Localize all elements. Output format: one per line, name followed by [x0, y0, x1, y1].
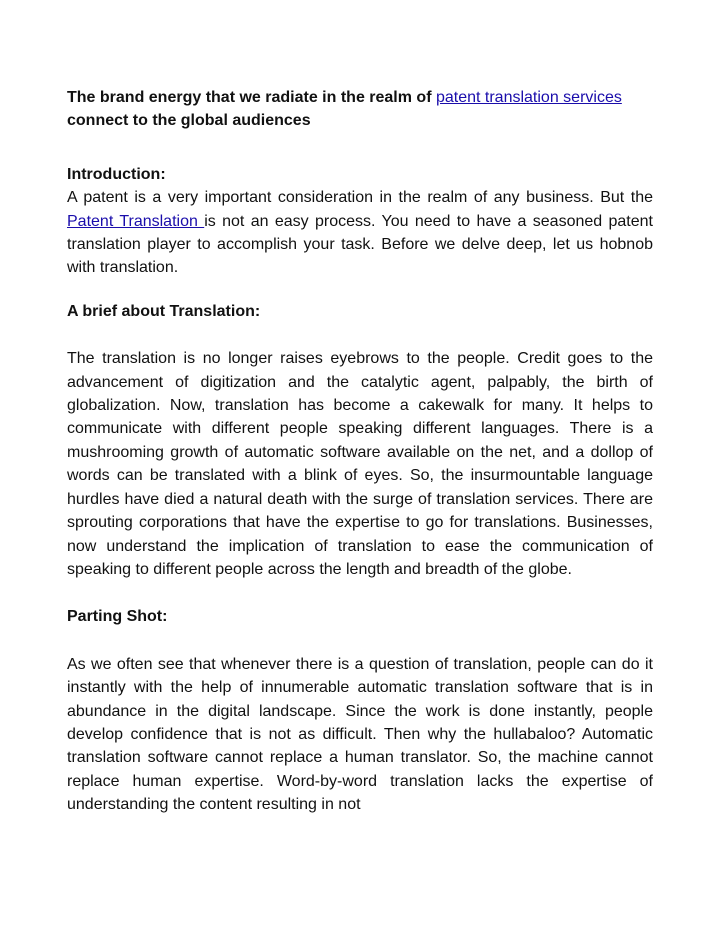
introduction-paragraph: [67, 186, 653, 280]
brief-paragraph: The translation is no longer raises eyebrows to the people. Credit goes to the advancement of digitization and the catalytic agent, palpably, the birth of globalization. Now, translation has become a cakewalk for many. It helps to communicate with different people speaking different languages. There is a mushrooming growth of automatic software available on the net, and a dollop of words can be translated with a blink of eyes. So, the insurmountable language hurdles have died a natural death with the surge of translation services. There are sprouting corporations that have the expertise to go for translations. Businesses, now understand the implication of translation to ease the communication of speaking to different people across the length and breadth of the globe.: [67, 350, 653, 578]
introduction-text-1: A patent is a very important consideration in the realm of any business. But the: [67, 189, 653, 207]
brief-heading: A brief about Translation:: [67, 302, 261, 320]
introduction-text-2: is not an easy process. You need to have a seasoned patent translation player to accomplish your task. Before we delve deep, let us hobnob with translation.: [67, 212, 653, 277]
page-title: [67, 86, 653, 133]
patent-translation-link[interactable]: Patent Translation: [67, 212, 205, 230]
parting-shot-heading: Parting Shot:: [67, 608, 168, 626]
patent-translation-services-link[interactable]: patent translation services: [435, 89, 622, 106]
title-text-after: connect to the global audiences: [67, 112, 311, 130]
title-text-before: The brand energy that we radiate in the realm of: [67, 89, 436, 106]
introduction-heading: Introduction:: [67, 165, 166, 183]
parting-shot-paragraph: As we often see that whenever there is a question of translation, people can do it instantly with the help of innumerable automatic translation software that is in abundance in the digital landscape. Since the work is done instantly, people develop confidence that is not as difficult. Then why the hullabaloo? Automatic translation software cannot replace a human translator. So, the machine cannot replace human expertise. Word-by-word translation lacks the expertise of understanding the content resulting in not: [67, 655, 653, 814]
document-page: [67, 86, 653, 817]
